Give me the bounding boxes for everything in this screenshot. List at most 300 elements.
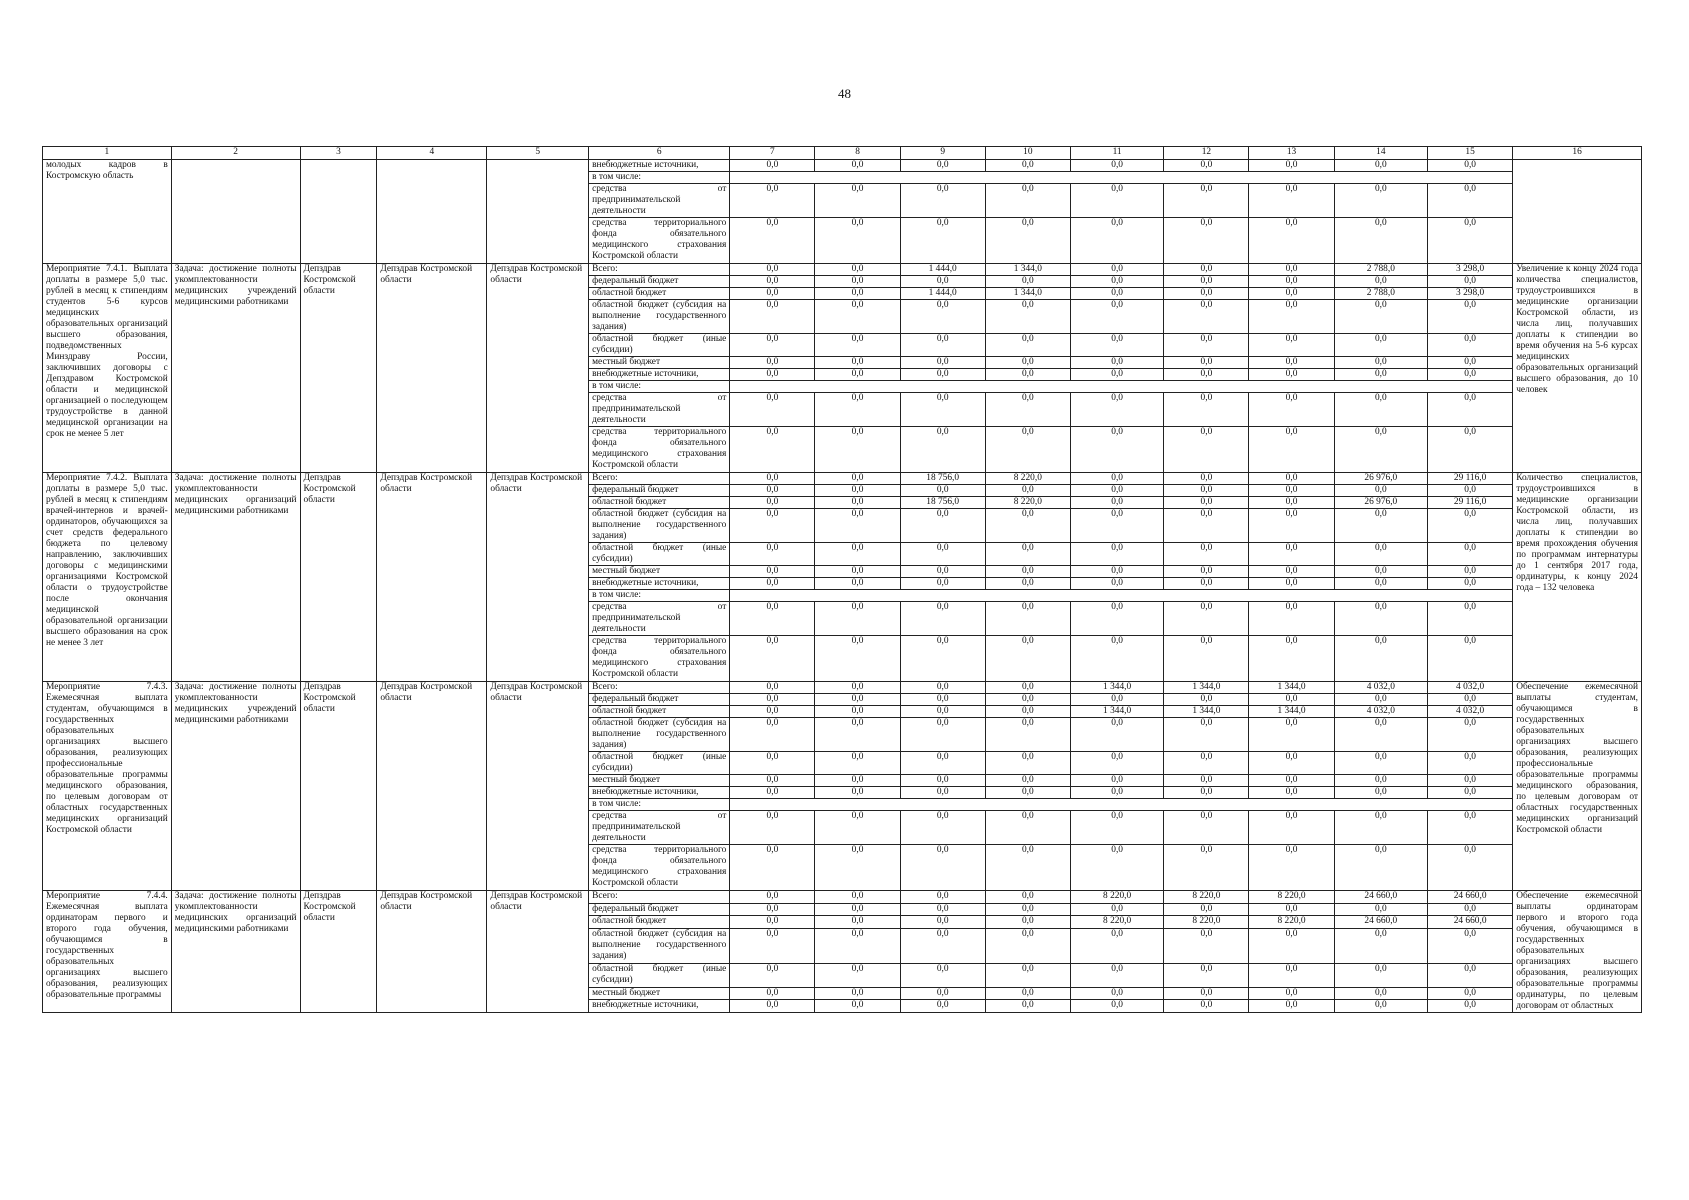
amount-cell: 0,0 [1428,928,1513,963]
funding-source: областной бюджет (иные субсидии) [589,334,730,357]
amount-cell: 26 976,0 [1334,497,1427,509]
amount-cell: 0,0 [1070,357,1163,369]
amount-cell: 0,0 [985,636,1070,682]
amount-cell: 18 756,0 [900,497,985,509]
budget-row [43,891,1642,904]
amount-cell: 0,0 [900,706,985,718]
amount-cell: 0,0 [815,578,900,590]
measure-col2 [171,160,300,264]
amount-cell: 0,0 [815,845,900,891]
amount-cell: 0,0 [1334,1000,1427,1013]
amount-cell: 0,0 [815,300,900,334]
funding-source: средства от предпринимательской деятельности [589,811,730,845]
amount-cell: 0,0 [1164,497,1249,509]
amount-cell: 0,0 [730,184,815,218]
amount-cell: 0,0 [730,566,815,578]
expected-result: Обеспечение ежемесячной выплаты ординаторам первого и второго года обучения, обучающимся в государственных образовательных организациях высшего образования, реализующих образовательные программы ординатуры, по целевым договорам от областных [1513,891,1642,1013]
amount-cell: 0,0 [1428,578,1513,590]
amount-cell: 0,0 [985,184,1070,218]
funding-source: Всего: [589,473,730,485]
amount-cell: 0,0 [1334,427,1427,473]
amount-cell: 0,0 [730,288,815,300]
amount-cell: 1 344,0 [985,288,1070,300]
amount-cell: 0,0 [1164,787,1249,799]
amount-cell: 0,0 [1070,276,1163,288]
amount-cell: 0,0 [1070,578,1163,590]
amount-cell: 0,0 [985,891,1070,904]
amount-cell: 0,0 [1249,509,1334,543]
funding-source: областной бюджет [589,288,730,300]
amount-cell: 0,0 [730,928,815,963]
amount-cell: 0,0 [730,357,815,369]
amount-cell: 0,0 [730,706,815,718]
amount-cell: 0,0 [900,987,985,1000]
amount-cell: 0,0 [1249,602,1334,636]
amount-cell: 8 220,0 [1249,916,1334,929]
column-number: 13 [1249,147,1334,160]
amount-cell: 0,0 [1428,963,1513,987]
measure-col4: Депздрав Костромской области [377,473,487,682]
amount-cell: 0,0 [900,509,985,543]
amount-cell: 0,0 [1164,963,1249,987]
amount-cell: 0,0 [815,928,900,963]
amount-cell: 0,0 [900,682,985,694]
amount-cell: 0,0 [1164,694,1249,706]
amount-cell: 0,0 [1334,903,1427,916]
measure-col4 [377,160,487,264]
amount-cell: 0,0 [1428,903,1513,916]
amount-cell: 0,0 [1164,903,1249,916]
amount-cell: 0,0 [985,218,1070,264]
amount-cell: 0,0 [815,218,900,264]
budget-row [43,160,1642,172]
amount-cell: 0,0 [1428,987,1513,1000]
amount-cell: 0,0 [1428,787,1513,799]
amount-cell: 0,0 [1249,334,1334,357]
amount-cell: 8 220,0 [1070,916,1163,929]
amount-cell: 1 344,0 [1249,682,1334,694]
amount-cell: 1 344,0 [1249,706,1334,718]
amount-cell: 29 116,0 [1428,497,1513,509]
amount-cell: 0,0 [730,752,815,775]
amount-cell: 0,0 [985,706,1070,718]
amount-cell: 0,0 [1428,1000,1513,1013]
amount-cell: 0,0 [1334,636,1427,682]
amount-cell: 0,0 [1070,497,1163,509]
amount-cell: 0,0 [985,787,1070,799]
measure-col4: Депздрав Костромской области [377,682,487,891]
amount-cell: 0,0 [1164,288,1249,300]
amount-cell: 0,0 [900,218,985,264]
amount-cell: 0,0 [1070,752,1163,775]
amount-cell: 0,0 [1249,578,1334,590]
amount-cell: 0,0 [985,1000,1070,1013]
amount-cell: 29 116,0 [1428,473,1513,485]
amount-cell: 0,0 [815,369,900,381]
amount-cell: 0,0 [900,928,985,963]
amount-cell: 0,0 [815,891,900,904]
amount-cell: 0,0 [1070,636,1163,682]
amount-cell: 0,0 [1249,497,1334,509]
measure-col2: Задача: достижение полноты укомплектованности медицинских учреждений медицинскими работниками [171,682,300,891]
measure-col3: Депздрав Костромской области [300,264,377,473]
amount-cell: 0,0 [985,963,1070,987]
funding-source: средства территориального фонда обязательного медицинского страхования Костромской области [589,636,730,682]
amount-cell: 0,0 [1428,357,1513,369]
amount-cell: 0,0 [1428,160,1513,172]
amount-cell: 0,0 [1334,369,1427,381]
amount-cell: 0,0 [900,891,985,904]
funding-source: областной бюджет (субсидия на выполнение государственного задания) [589,509,730,543]
amount-cell: 0,0 [815,160,900,172]
amount-cell: 0,0 [985,916,1070,929]
amount-cell: 0,0 [900,566,985,578]
amount-cell: 0,0 [730,987,815,1000]
amount-cell: 0,0 [900,578,985,590]
amount-cell: 0,0 [900,393,985,427]
amount-cell: 0,0 [1334,276,1427,288]
amount-cell: 0,0 [1334,334,1427,357]
amount-cell: 0,0 [900,334,985,357]
amount-cell: 0,0 [985,718,1070,752]
amount-cell: 0,0 [730,427,815,473]
measure-col1: Мероприятие 7.4.4. Ежемесячная выплата ординаторам первого и второго года обучения, обучающимся в государственных образовательных организациях высшего образования, реализующих образовательные программы [43,891,172,1013]
amount-cell: 0,0 [1070,928,1163,963]
amount-cell: 0,0 [730,718,815,752]
measure-col3: Депздрав Костромской области [300,891,377,1013]
funding-source: областной бюджет (иные субсидии) [589,752,730,775]
amount-cell: 0,0 [1428,218,1513,264]
amount-cell: 0,0 [1164,636,1249,682]
amount-cell: 0,0 [815,963,900,987]
amount-cell: 0,0 [815,694,900,706]
amount-cell: 0,0 [1070,288,1163,300]
amount-cell: 0,0 [1070,393,1163,427]
amount-cell: 0,0 [815,427,900,473]
funding-source: внебюджетные источники, [589,160,730,172]
amount-cell: 0,0 [1428,694,1513,706]
column-number: 5 [487,147,589,160]
amount-cell: 0,0 [1334,393,1427,427]
amount-cell: 0,0 [900,300,985,334]
amount-cell: 8 220,0 [1249,891,1334,904]
amount-cell: 0,0 [1164,184,1249,218]
amount-cell: 0,0 [815,497,900,509]
amount-cell: 3 298,0 [1428,264,1513,276]
amount-cell: 0,0 [730,787,815,799]
amount-cell: 0,0 [900,787,985,799]
amount-cell: 0,0 [730,276,815,288]
amount-cell: 0,0 [985,987,1070,1000]
column-number: 12 [1164,147,1249,160]
amount-cell: 0,0 [730,300,815,334]
amount-cell: 0,0 [1164,485,1249,497]
amount-cell: 0,0 [900,752,985,775]
amount-cell: 0,0 [815,543,900,566]
amount-cell: 0,0 [815,916,900,929]
amount-cell: 8 220,0 [1070,891,1163,904]
amount-cell: 0,0 [1249,264,1334,276]
amount-cell: 0,0 [1334,811,1427,845]
amount-cell: 0,0 [1428,334,1513,357]
amount-cell: 0,0 [900,775,985,787]
budget-row [43,264,1642,276]
amount-cell: 0,0 [815,602,900,636]
amount-cell: 0,0 [1070,160,1163,172]
amount-cell: 0,0 [815,566,900,578]
amount-cell: 0,0 [1334,357,1427,369]
amount-cell: 0,0 [730,916,815,929]
amount-cell: 0,0 [815,706,900,718]
page-number: 48 [838,86,851,101]
amount-cell: 0,0 [1428,276,1513,288]
amount-cell: 0,0 [1249,566,1334,578]
amount-cell: 0,0 [730,473,815,485]
funding-source: в том числе: [589,172,730,184]
amount-cell: 0,0 [815,903,900,916]
amount-cell: 0,0 [1249,473,1334,485]
amount-cell: 0,0 [1070,485,1163,497]
measure-col1: Мероприятие 7.4.2. Выплата доплаты в размере 5,0 тыс. рублей в месяц к стипендиям врачей-интернов и врачей-ординаторов, обучающихся за счет средств федерального бюджета по целевому направлению, заключивших договоры с медицинскими организациями Костромской области о трудоустройстве после окончания медицинской образовательной организации высшего образования на срок не менее 3 лет [43,473,172,682]
amount-cell: 0,0 [730,509,815,543]
amount-cell: 0,0 [900,160,985,172]
funding-source: средства от предпринимательской деятельности [589,602,730,636]
amount-cell: 0,0 [1249,903,1334,916]
amount-cell: 0,0 [730,578,815,590]
amount-cell: 0,0 [1070,987,1163,1000]
amount-cell: 4 032,0 [1334,682,1427,694]
expected-result: Увеличение к концу 2024 года количества специалистов, трудоустроившихся в медицинские организации Костромской области, из числа лиц, получавших доплаты к стипендии во время обучения на 5-6 курсах медицинских образовательных организаций высшего образования, до 10 человек [1513,264,1642,473]
amount-cell: 0,0 [1164,509,1249,543]
amount-cell: 0,0 [1428,184,1513,218]
amount-cell: 0,0 [985,276,1070,288]
amount-cell: 0,0 [985,357,1070,369]
expected-result: Количество специалистов, трудоустроившихся в медицинские организации Костромской области, из числа лиц, получавших доплаты к стипендии во время прохождения обучения по программам интернатуры до 1 сентября 2017 года, ординатуры, к концу 2024 года – 132 человека [1513,473,1642,682]
amount-cell: 0,0 [1070,787,1163,799]
amount-cell: 0,0 [1334,752,1427,775]
amount-cell: 0,0 [900,184,985,218]
amount-cell: 0,0 [815,509,900,543]
amount-cell: 8 220,0 [985,497,1070,509]
measure-col5: Депздрав Костромской области [487,682,589,891]
measure-col2: Задача: достижение полноты укомплектованности медицинских организаций медицинскими работниками [171,473,300,682]
amount-cell: 0,0 [1249,787,1334,799]
funding-source: внебюджетные источники, [589,787,730,799]
amount-cell: 0,0 [985,566,1070,578]
amount-cell: 0,0 [730,393,815,427]
column-number: 15 [1428,147,1513,160]
amount-cell: 0,0 [985,752,1070,775]
amount-cell: 1 344,0 [1164,682,1249,694]
amount-cell: 24 660,0 [1334,891,1427,904]
amount-cell: 0,0 [1249,963,1334,987]
budget-row [43,682,1642,694]
amount-cell: 0,0 [985,694,1070,706]
funding-source: в том числе: [589,381,730,393]
budget-row [43,473,1642,485]
amount-cell: 0,0 [985,160,1070,172]
amount-cell: 0,0 [1428,566,1513,578]
amount-cell: 0,0 [730,811,815,845]
amount-cell: 0,0 [1164,566,1249,578]
funding-source: средства территориального фонда обязательного медицинского страхования Костромской области [589,845,730,891]
empty-amount-span [730,172,1513,184]
amount-cell: 0,0 [815,752,900,775]
amount-cell: 0,0 [1070,718,1163,752]
amount-cell: 0,0 [1249,218,1334,264]
funding-source: Всего: [589,891,730,904]
amount-cell: 0,0 [1070,566,1163,578]
amount-cell: 0,0 [1070,543,1163,566]
amount-cell: 0,0 [1164,578,1249,590]
amount-cell: 0,0 [985,334,1070,357]
funding-source: федеральный бюджет [589,903,730,916]
amount-cell: 0,0 [1428,775,1513,787]
amount-cell: 4 032,0 [1334,706,1427,718]
amount-cell: 0,0 [900,963,985,987]
amount-cell: 0,0 [985,543,1070,566]
amount-cell: 0,0 [815,334,900,357]
amount-cell: 0,0 [1428,427,1513,473]
amount-cell: 0,0 [1249,845,1334,891]
amount-cell: 0,0 [985,928,1070,963]
amount-cell: 0,0 [1249,636,1334,682]
funding-source: областной бюджет (иные субсидии) [589,543,730,566]
amount-cell: 0,0 [900,811,985,845]
amount-cell: 0,0 [815,811,900,845]
amount-cell: 0,0 [1249,987,1334,1000]
funding-source: областной бюджет [589,706,730,718]
amount-cell: 0,0 [1334,300,1427,334]
amount-cell: 0,0 [1164,752,1249,775]
amount-cell: 0,0 [1334,160,1427,172]
funding-source: средства от предпринимательской деятельности [589,393,730,427]
amount-cell: 0,0 [1070,694,1163,706]
amount-cell: 1 344,0 [1070,682,1163,694]
amount-cell: 0,0 [1249,694,1334,706]
amount-cell: 0,0 [1334,718,1427,752]
amount-cell: 0,0 [730,334,815,357]
funding-source: средства территориального фонда обязательного медицинского страхования Костромской области [589,218,730,264]
column-number: 6 [589,147,730,160]
amount-cell: 3 298,0 [1428,288,1513,300]
column-number: 8 [815,147,900,160]
amount-cell: 0,0 [1070,1000,1163,1013]
amount-cell: 0,0 [1334,775,1427,787]
amount-cell: 0,0 [730,963,815,987]
amount-cell: 0,0 [900,694,985,706]
amount-cell: 0,0 [1249,427,1334,473]
amount-cell: 0,0 [985,845,1070,891]
amount-cell: 0,0 [1249,184,1334,218]
amount-cell: 0,0 [1249,543,1334,566]
amount-cell: 0,0 [1164,393,1249,427]
amount-cell: 0,0 [900,718,985,752]
amount-cell: 0,0 [1428,509,1513,543]
amount-cell: 0,0 [985,393,1070,427]
amount-cell: 0,0 [730,602,815,636]
measure-col3: Депздрав Костромской области [300,473,377,682]
amount-cell: 0,0 [1334,566,1427,578]
amount-cell: 0,0 [1164,602,1249,636]
amount-cell: 0,0 [815,184,900,218]
funding-source: федеральный бюджет [589,485,730,497]
column-number: 11 [1070,147,1163,160]
measure-col5: Депздрав Костромской области [487,264,589,473]
amount-cell: 0,0 [1249,1000,1334,1013]
amount-cell: 0,0 [1164,357,1249,369]
column-number: 2 [171,147,300,160]
amount-cell: 0,0 [985,602,1070,636]
funding-source: в том числе: [589,590,730,602]
amount-cell: 0,0 [900,845,985,891]
amount-cell: 0,0 [730,845,815,891]
amount-cell: 0,0 [900,357,985,369]
amount-cell: 0,0 [1164,264,1249,276]
amount-cell: 0,0 [730,485,815,497]
funding-source: средства территориального фонда обязательного медицинского страхования Костромской области [589,427,730,473]
budget-table [42,146,1642,1013]
amount-cell: 0,0 [1334,184,1427,218]
amount-cell: 0,0 [900,1000,985,1013]
funding-source: областной бюджет (субсидия на выполнение государственного задания) [589,928,730,963]
funding-source: средства от предпринимательской деятельности [589,184,730,218]
funding-source: местный бюджет [589,775,730,787]
amount-cell: 0,0 [1428,602,1513,636]
amount-cell: 0,0 [1428,393,1513,427]
expected-result [1513,160,1642,264]
amount-cell: 0,0 [900,602,985,636]
amount-cell: 0,0 [1164,369,1249,381]
amount-cell: 1 344,0 [985,264,1070,276]
amount-cell: 4 032,0 [1428,706,1513,718]
column-number: 9 [900,147,985,160]
amount-cell: 0,0 [730,369,815,381]
amount-cell: 0,0 [1164,775,1249,787]
amount-cell: 0,0 [985,775,1070,787]
amount-cell: 0,0 [1070,963,1163,987]
amount-cell: 0,0 [900,369,985,381]
measure-col5 [487,160,589,264]
amount-cell: 0,0 [1070,775,1163,787]
amount-cell: 0,0 [730,891,815,904]
column-number: 3 [300,147,377,160]
amount-cell: 1 444,0 [900,264,985,276]
empty-amount-span [730,381,1513,393]
funding-source: Всего: [589,264,730,276]
column-number: 10 [985,147,1070,160]
amount-cell: 0,0 [815,775,900,787]
amount-cell: 0,0 [1070,369,1163,381]
amount-cell: 0,0 [1334,602,1427,636]
amount-cell: 0,0 [900,903,985,916]
funding-source: внебюджетные источники, [589,369,730,381]
amount-cell: 0,0 [900,916,985,929]
amount-cell: 2 788,0 [1334,288,1427,300]
amount-cell: 0,0 [1164,300,1249,334]
amount-cell: 0,0 [1070,300,1163,334]
column-number: 14 [1334,147,1427,160]
amount-cell: 0,0 [1249,393,1334,427]
amount-cell: 0,0 [1428,718,1513,752]
amount-cell: 8 220,0 [1164,891,1249,904]
amount-cell: 0,0 [730,903,815,916]
column-number-row [43,147,1642,160]
amount-cell: 8 220,0 [1164,916,1249,929]
measure-col4: Депздрав Костромской области [377,264,487,473]
amount-cell: 0,0 [1070,334,1163,357]
amount-cell: 0,0 [1164,276,1249,288]
